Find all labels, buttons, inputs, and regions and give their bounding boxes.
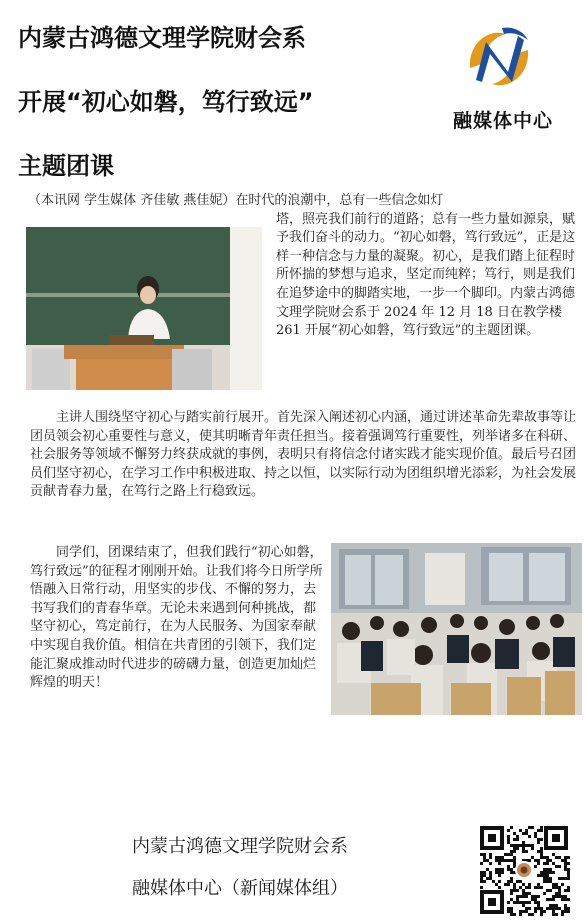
footer-department: 内蒙古鸿德文理学院财会系: [132, 836, 348, 857]
intro-paragraph: 塔，照亮我们前行的道路；总有一些力量如源泉，赋予我们奋斗的动力。“初心如磐，笃行致远”，正是这样一种信念与力量的凝聚。初心，是我们踏上征程时所怀揣的梦想与追求，坚定而纯粹；笃行，则是我们在追梦途中的脚踏实地，一步一个脚印。内蒙古鸿德文理学院财会系于 2024 年 12 月 18 日在教学楼 261 开展“初心如磐，笃行致远”的主题团课。: [276, 211, 576, 339]
lecture-photo: [26, 227, 262, 390]
lecture-photo-illustration: [26, 227, 262, 390]
footer-media-group: 融媒体中心（新闻媒体组）: [132, 878, 348, 899]
intro-first-line: （本讯网 学生媒体 齐佳敏 燕佳妮）在时代的浪潮中，总有一些信念如灯: [28, 193, 444, 208]
headline-line-3: 主题团课: [18, 152, 114, 180]
qr-code[interactable]: [478, 824, 570, 916]
media-center-logo-icon: [462, 22, 536, 96]
audience-photo: [331, 543, 582, 715]
media-center-logo: [428, 22, 578, 132]
media-center-logo-text: 融媒体中心: [452, 110, 553, 132]
headline-line-1: 内蒙古鸿德文理学院财会系: [18, 24, 306, 52]
main-paragraph: 主讲人围绕坚守初心与踏实前行展开。首先深入阐述初心内涵，通过讲述革命先辈故事等让团员领会初心重要性与意义，使其明晰青年责任担当。接着强调笃行重要性，列举诸多在科研、社会服务等领域不懈努力终获成就的事例，表明只有将信念付诸实践才能实现价值。最后号召团员们坚守初心，在学习工作中积极进取、持之以恒，以实际行动为团组织增光添彩，为社会发展贡献青春力量，在笃行之路上行稳致远。: [30, 410, 577, 500]
closing-paragraph: 同学们，团课结束了，但我们践行“初心如磐，笃行致远”的征程才刚刚开始。让我们将今日所学所悟融入日常行动，用坚实的步伐、不懈的努力，去书写我们的青春华章。无论未来遇到何种挑战，都坚守初心，笃定前行，在为人民服务、为国家奉献中实现自我价值。相信在共青团的引领下，我们定能汇聚成推动时代进步的磅礴力量，创造更加灿烂辉煌的明天！: [30, 545, 323, 691]
headline-line-2: 开展“初心如磐，笃行致远”: [18, 88, 314, 116]
audience-photo-illustration: [331, 543, 582, 715]
